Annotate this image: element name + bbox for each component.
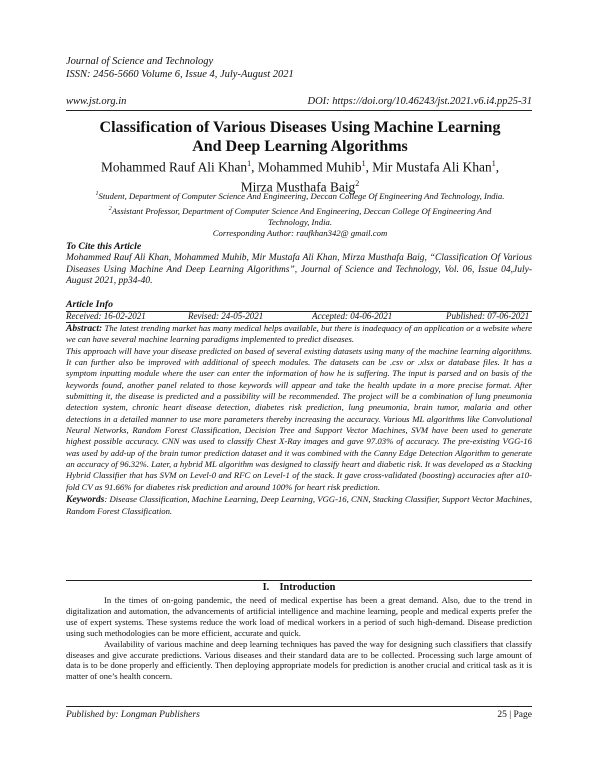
page-number: 25 | Page — [497, 710, 532, 720]
author-affiliation-mark: 1 — [247, 159, 252, 168]
affiliation-2: $^2$Assistant Professor, Department of Computer Science And Engineering, Deccan College Of Engineering And Technology, India. — [108, 205, 492, 227]
journal-website[interactable]: www.jst.org.in — [66, 96, 127, 107]
published-date: Published: 07-06-2021 — [446, 311, 530, 321]
abstract-paragraph-1: Abstract: The latest trending market has many medical helps available, but there is inadequacy of an application or a website where we can have several machine learning paradigms implemented to predict diseases. — [66, 323, 532, 345]
intro-paragraph-2: Availability of various machine and deep learning techniques has paved the way for designing such classifiers that classify diseases and give accurate predictions. Various diseases and their standard data are to be collected. Processing such large amount of data is to be done properly and efficiently. Then deploying appropriate models for prediction is another crucial and critical task as it is matter of one’s health concern. — [66, 638, 532, 682]
article-info-heading: Article Info — [66, 299, 114, 310]
affiliations — [90, 189, 510, 239]
author-affiliation-mark: 1 — [491, 159, 496, 168]
author-list: Mohammed Rauf Ali Khan$^1$, Mohammed Muhib$^1$, Mir Mustafa Ali Khan$^1$, Mirza Musthafa Baig$^2$ — [100, 159, 500, 195]
footer-rule — [66, 706, 532, 707]
revised-date: Revised: 24-05-2021 — [188, 311, 264, 321]
author-name: Mir Mustafa Ali Khan — [372, 159, 492, 175]
author-name: Mirza Musthafa Baig — [240, 179, 356, 195]
author-name: Mohammed Rauf Ali Khan — [100, 159, 248, 175]
journal-name: Journal of Science and Technology — [66, 56, 214, 67]
corresponding-author: Corresponding Author: raufkhan342@ gmail.com — [212, 227, 388, 238]
journal-issn: ISSN: 2456-5660 Volume 6, Issue 4, July-August 2021 — [66, 68, 294, 80]
cite-heading: To Cite this Article — [66, 241, 142, 252]
intro-paragraph-1: In the times of on-going pandemic, the need of medical expertise has been a great demand. Also, due to the trend in digitalization and automation, the advancements of artificial intelligence and machine learning, people and medical experts prefer the use of expert systems. These systems reduce the work load of medical workers in a period of such high-demand. Disease prediction using such methodologies can be more efficient, accurate and quick. — [66, 595, 532, 638]
cite-text: Mohammed Rauf Ali Khan, Mohammed Muhib, Mir Mustafa Ali Khan, Mirza Musthafa Baig, “Classification Of Various Diseases Using Machine And Deep Learning Algorithms”, Journal of Science and Technology, Vol. 06, Issue 04,July-August 2021, pp34-40. — [66, 253, 532, 287]
author-affiliation-mark: 2 — [355, 179, 360, 189]
header-rule — [66, 110, 532, 111]
introduction-body — [66, 595, 532, 682]
author-name: Mohammed Muhib — [257, 159, 362, 175]
article-doi[interactable]: DOI: https://doi.org/10.46243/jst.2021.v6.i4.pp25-31 — [307, 96, 532, 107]
received-date: Received: 16-02-2021 — [66, 311, 146, 321]
accepted-date: Accepted: 04-06-2021 — [312, 311, 393, 321]
publisher: Published by: Longman Publishers — [66, 710, 200, 720]
section-rule — [66, 580, 532, 581]
abstract-paragraph-2: This approach will have your disease predicted on based of several existing datasets using many of the machine learning algorithms. It can further also be improved with additional of speech modules. The datasets can be .csv or .xlsx or database files. It has a symptom inputting module where the user can enter the information of how he is suffering. The input is parsed and on basis of the keywords found, another panel related to those keywords will appear and take the health update in a more precise format. After submitting it, the disease is predicted and a possibility will be recommended. The project will be a combination of lung pneumonia detection system, chronic heart disease detection, diabetes risk prediction, lung pneumonia, brain tumor, malaria and other detections in a detailed manner to use more parameters thereby increasing the accuracy. Various ML algorithms like Convolutional Neural Networks, Random Forest Classification, Decision Tree and Support Vector Machines, SVM have been used to generate highest possible accuracy. CNN was used to classify Chest X-Ray images and gave 97.03% of accuracy. The pre-existing VGG-16 was used by add-up of the brain tumor prediction dataset and it was combined with the Canny Edge Detection Algorithm to generate an accuracy of 96.32%. Later, a hybrid ML algorithm was designed to classify heart and diabetic risk. It was developed as a Stacking Hybrid Classifier that has SVM on Level-0 and RFC on Level-1 of the stack. It gave cross-validated (boosting) accuracies after a10-fold CV as 91.66% for diabetes risk prediction and around 100% for heart risk prediction. — [66, 345, 532, 492]
keywords: Keywords: Disease Classification, Machine Learning, Deep Learning, VGG-16, CNN, Stacking Classifier, Support Vector Machines, Random Forest Classification. — [66, 494, 532, 516]
keywords-label: Keywords — [66, 494, 105, 506]
abstract — [66, 323, 532, 517]
affiliation-1: $^1$Student, Department of Computer Science And Engineering, Deccan College Of Engineering And Technology, India. — [95, 190, 505, 201]
abstract-label: Abstract: — [66, 323, 103, 334]
section-heading: I. Introduction — [262, 582, 336, 593]
paper-title: Classification of Various Diseases Using Machine Learning And Deep Learning Algorithms — [99, 119, 501, 155]
author-affiliation-mark: 1 — [361, 159, 366, 168]
